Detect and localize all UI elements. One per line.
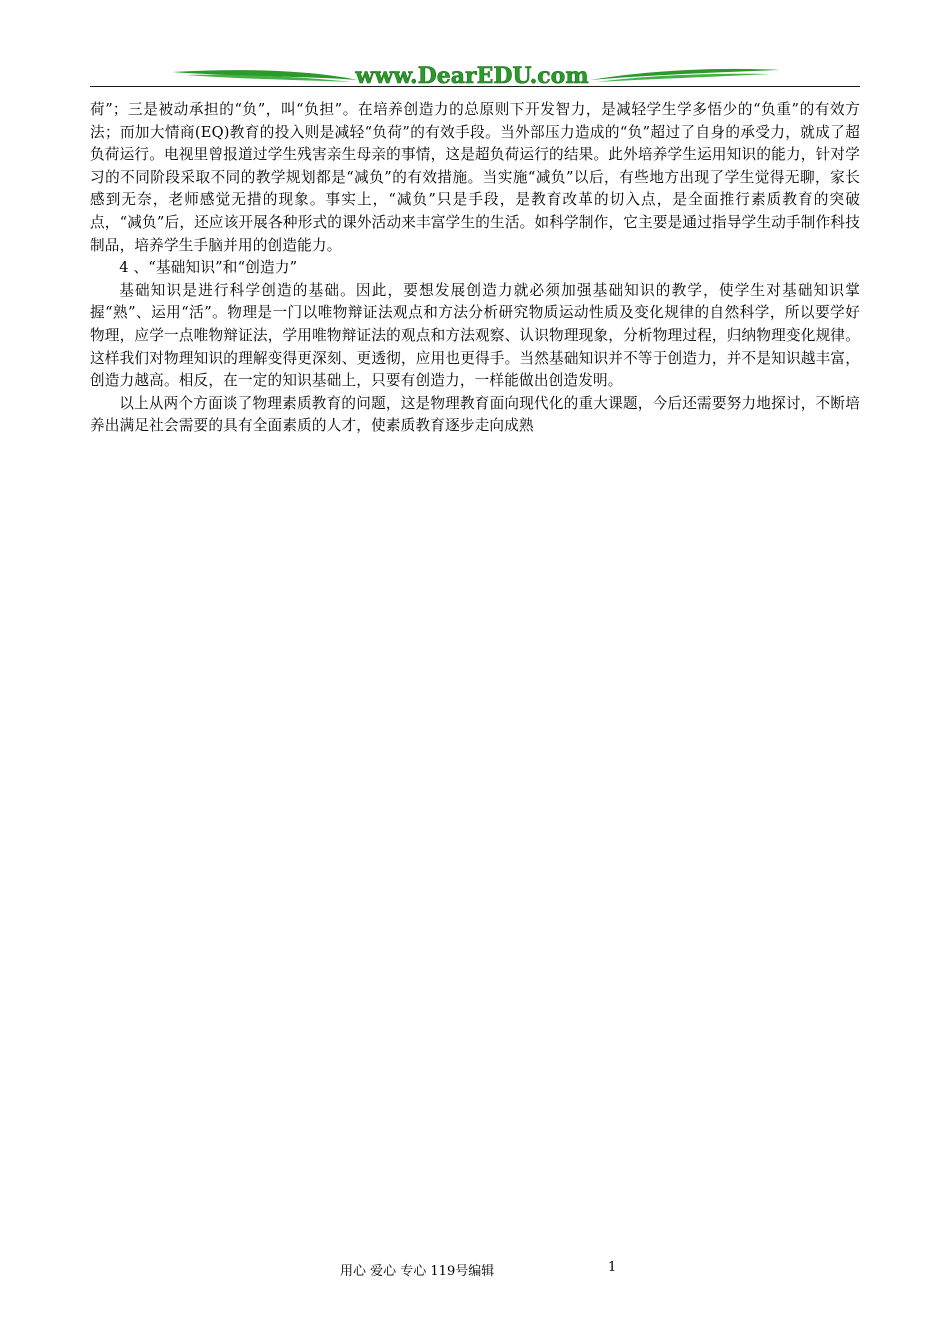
- paragraph-conclusion: 以上从两个方面谈了物理素质教育的问题，这是物理教育面向现代化的重大课题，今后还需要努力地探讨，不断培养出满足社会需要的具有全面素质的人才，使素质教育逐步走向成熟: [90, 394, 860, 435]
- page-footer: [0, 1260, 950, 1280]
- document-body: [90, 99, 860, 438]
- header-divider: [90, 86, 860, 87]
- page-number: 1: [608, 1260, 617, 1275]
- paragraph-basic-knowledge: 基础知识是进行科学创造的基础。因此，要想发展创造力就必须加强基础知识的教学，使学生对基础知识掌握“熟”、运用“活”。物理是一门以唯物辩证法观点和方法分析研究物质运动性质及变化规律的自然科学，所以要学好物理，应学一点唯物辩证法，学用唯物辩证法的观点和方法观察、认识物理现象，分析物理过程，归纳物理变化规律。这样我们对物理知识的理解变得更深刻、更透彻，应用也更得手。当然基础知识并不等于创造力，并不是知识越丰富，创造力越高。相反，在一定的知识基础上，只要有创造力，一样能做出创造发明。: [90, 281, 860, 390]
- section-heading: 4 、“基础知识”和“创造力”: [119, 259, 298, 277]
- paragraph-continuation: 荷”；三是被动承担的“负”，叫“负担”。在培养创造力的总原则下开发智力，是减轻学生学多悟少的“负重”的有效方法；而加大情商(EQ)教育的投入则是减轻“负荷”的有效手段。当外部压力造成的“负”超过了自身的承受力，就成了超负荷运行。电视里曾报道过学生残害亲生母亲的事情，这是超负荷运行的结果。此外培养学生运用知识的能力，针对学习的不同阶段采取不同的教学规划都是“减负”的有效措施。当实施“减负”以后，有些地方出现了学生觉得无聊，家长感到无奈，老师感觉无措的现象。事实上，“减负”只是手段，是教育改革的切入点，是全面推行素质教育的突破点，“减负”后，还应该开展各种形式的课外活动来丰富学生的生活。如科学制作，它主要是通过指导学生动手制作科技制品，培养学生手脑并用的创造能力。: [90, 101, 860, 254]
- logo-text: www.DearEDU.com: [355, 63, 589, 89]
- footer-text: 用心 爱心 专心 119号编辑: [340, 1264, 495, 1279]
